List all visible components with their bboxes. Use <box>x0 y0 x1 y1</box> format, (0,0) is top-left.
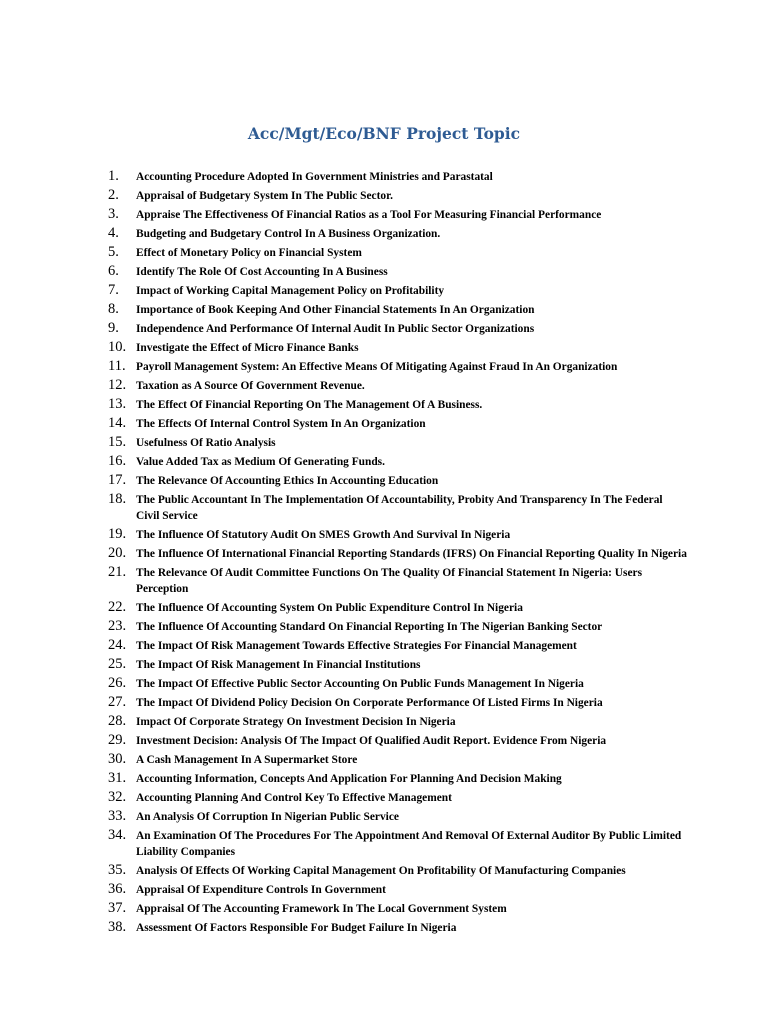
topic-item <box>108 827 688 860</box>
topic-number: 4. <box>108 225 119 241</box>
topic-number: 6. <box>108 263 119 279</box>
topic-text: Investment Decision: Analysis Of The Impact Of Qualified Audit Report. Evidence From Nigeria <box>136 735 607 747</box>
topic-item <box>108 919 688 936</box>
topic-number: 23. <box>108 618 127 634</box>
topic-text: A Cash Management In A Supermarket Store <box>136 754 358 766</box>
topic-text: Independence And Performance Of Internal Audit In Public Sector Organizations <box>136 323 535 335</box>
topic-number: 20. <box>108 545 127 561</box>
topic-text: Analysis Of Effects Of Working Capital Management On Profitability Of Manufacturing Companies <box>136 865 626 877</box>
topic-item <box>108 526 688 543</box>
topic-text: Taxation as A Source Of Government Revenue. <box>136 380 365 392</box>
topic-text: The Impact Of Risk Management In Financial Institutions <box>136 659 421 671</box>
topic-text: The Influence Of Accounting Standard On Financial Reporting In The Nigerian Banking Sector <box>136 621 603 633</box>
topic-number: 12. <box>108 377 127 393</box>
topic-text: The Influence Of International Financial Reporting Standards (IFRS) On Financial Reporting Quality In Nigeria <box>136 548 687 560</box>
topic-text: Identify The Role Of Cost Accounting In A Business <box>136 266 388 278</box>
topic-list <box>108 168 688 938</box>
topic-item <box>108 187 688 204</box>
topic-number: 28. <box>108 713 127 729</box>
topic-text: Payroll Management System: An Effective Means Of Mitigating Against Fraud In An Organization <box>136 361 618 373</box>
topic-number: 14. <box>108 415 127 431</box>
topic-text: The Impact Of Dividend Policy Decision On Corporate Performance Of Listed Firms In Nigeria <box>136 697 603 709</box>
topic-number: 32. <box>108 789 127 805</box>
topic-text: Appraisal Of The Accounting Framework In The Local Government System <box>136 903 507 915</box>
topic-text: Appraisal of Budgetary System In The Public Sector. <box>136 190 393 202</box>
topic-text: The Effects Of Internal Control System In An Organization <box>136 418 426 430</box>
topic-item <box>108 564 688 597</box>
topic-item <box>108 263 688 280</box>
topic-item <box>108 789 688 806</box>
topic-text: An Analysis Of Corruption In Nigerian Public Service <box>136 811 399 823</box>
topic-item <box>108 339 688 356</box>
topic-number: 26. <box>108 675 127 691</box>
topic-text: Usefulness Of Ratio Analysis <box>136 437 276 449</box>
topic-text: The Relevance Of Accounting Ethics In Accounting Education <box>136 475 439 487</box>
topic-number: 10. <box>108 339 127 355</box>
topic-number: 25. <box>108 656 127 672</box>
topic-item <box>108 751 688 768</box>
topic-item <box>108 694 688 711</box>
topic-item <box>108 599 688 616</box>
topic-item <box>108 358 688 375</box>
topic-item <box>108 881 688 898</box>
topic-item <box>108 637 688 654</box>
topic-number: 21. <box>108 564 127 580</box>
topic-item <box>108 732 688 749</box>
topic-item <box>108 618 688 635</box>
topic-number: 34. <box>108 827 127 843</box>
topic-text: Budgeting and Budgetary Control In A Business Organization. <box>136 228 441 240</box>
topic-item <box>108 434 688 451</box>
topic-text: Impact Of Corporate Strategy On Investment Decision In Nigeria <box>136 716 456 728</box>
topic-number: 31. <box>108 770 127 786</box>
topic-number: 16. <box>108 453 127 469</box>
topic-item <box>108 377 688 394</box>
topic-item <box>108 396 688 413</box>
topic-number: 27. <box>108 694 127 710</box>
topic-text: Value Added Tax as Medium Of Generating Funds. <box>136 456 385 468</box>
topic-item <box>108 545 688 562</box>
topic-item <box>108 808 688 825</box>
topic-number: 5. <box>108 244 119 260</box>
topic-text: The Influence Of Statutory Audit On SMES Growth And Survival In Nigeria <box>136 529 511 541</box>
topic-text: Impact of Working Capital Management Policy on Profitability <box>136 285 445 297</box>
topic-item <box>108 472 688 489</box>
topic-text: The Influence Of Accounting System On Public Expenditure Control In Nigeria <box>136 602 523 614</box>
topic-item <box>108 168 688 185</box>
topic-text: Accounting Information, Concepts And Application For Planning And Decision Making <box>136 773 562 785</box>
topic-text: Investigate the Effect of Micro Finance Banks <box>136 342 359 354</box>
topic-item <box>108 770 688 787</box>
topic-text: The Effect Of Financial Reporting On The Management Of A Business. <box>136 399 483 411</box>
topic-item <box>108 900 688 917</box>
topic-number: 29. <box>108 732 127 748</box>
topic-text: The Impact Of Effective Public Sector Accounting On Public Funds Management In Nigeria <box>136 678 584 690</box>
topic-item <box>108 320 688 337</box>
topic-number: 2. <box>108 187 119 203</box>
topic-number: 7. <box>108 282 119 298</box>
topic-number: 13. <box>108 396 127 412</box>
topic-number: 3. <box>108 206 119 222</box>
topic-item <box>108 206 688 223</box>
topic-number: 37. <box>108 900 127 916</box>
topic-item <box>108 491 688 524</box>
topic-text: Effect of Monetary Policy on Financial System <box>136 247 362 259</box>
topic-text: Appraisal Of Expenditure Controls In Government <box>136 884 386 896</box>
topic-text: Accounting Procedure Adopted In Government Ministries and Parastatal <box>136 171 493 183</box>
topic-item <box>108 225 688 242</box>
topic-text: The Impact Of Risk Management Towards Effective Strategies For Financial Management <box>136 640 577 652</box>
topic-number: 35. <box>108 862 127 878</box>
topic-item <box>108 713 688 730</box>
topic-number: 17. <box>108 472 127 488</box>
topic-number: 22. <box>108 599 127 615</box>
topic-number: 24. <box>108 637 127 653</box>
topic-number: 19. <box>108 526 127 542</box>
topic-number: 36. <box>108 881 127 897</box>
topic-number: 18. <box>108 491 127 507</box>
topic-number: 8. <box>108 301 119 317</box>
topic-number: 33. <box>108 808 127 824</box>
topic-text: An Examination Of The Procedures For The Appointment And Removal Of External Auditor By Public Limited Liability Companies <box>136 830 682 858</box>
topic-item <box>108 862 688 879</box>
topic-text: The Public Accountant In The Implementation Of Accountability, Probity And Transparency In The Federal Civil Service <box>136 494 663 522</box>
topic-number: 15. <box>108 434 127 450</box>
document-title: Acc/Mgt/Eco/BNF Project Topic <box>247 124 521 143</box>
topic-text: The Relevance Of Audit Committee Functions On The Quality Of Financial Statement In Nigeria: Users Perception <box>136 567 643 595</box>
topic-text: Assessment Of Factors Responsible For Budget Failure In Nigeria <box>136 922 457 934</box>
topic-item <box>108 244 688 261</box>
topic-number: 38. <box>108 919 127 935</box>
topic-item <box>108 282 688 299</box>
topic-item <box>108 301 688 318</box>
topic-number: 30. <box>108 751 127 767</box>
topic-item <box>108 453 688 470</box>
topic-item <box>108 415 688 432</box>
topic-item <box>108 656 688 673</box>
topic-item <box>108 675 688 692</box>
topic-number: 11. <box>108 358 126 374</box>
topic-number: 9. <box>108 320 119 336</box>
topic-number: 1. <box>108 168 119 184</box>
topic-text: Importance of Book Keeping And Other Financial Statements In An Organization <box>136 304 535 316</box>
topic-text: Appraise The Effectiveness Of Financial Ratios as a Tool For Measuring Financial Performance <box>136 209 602 221</box>
topic-text: Accounting Planning And Control Key To Effective Management <box>136 792 452 804</box>
